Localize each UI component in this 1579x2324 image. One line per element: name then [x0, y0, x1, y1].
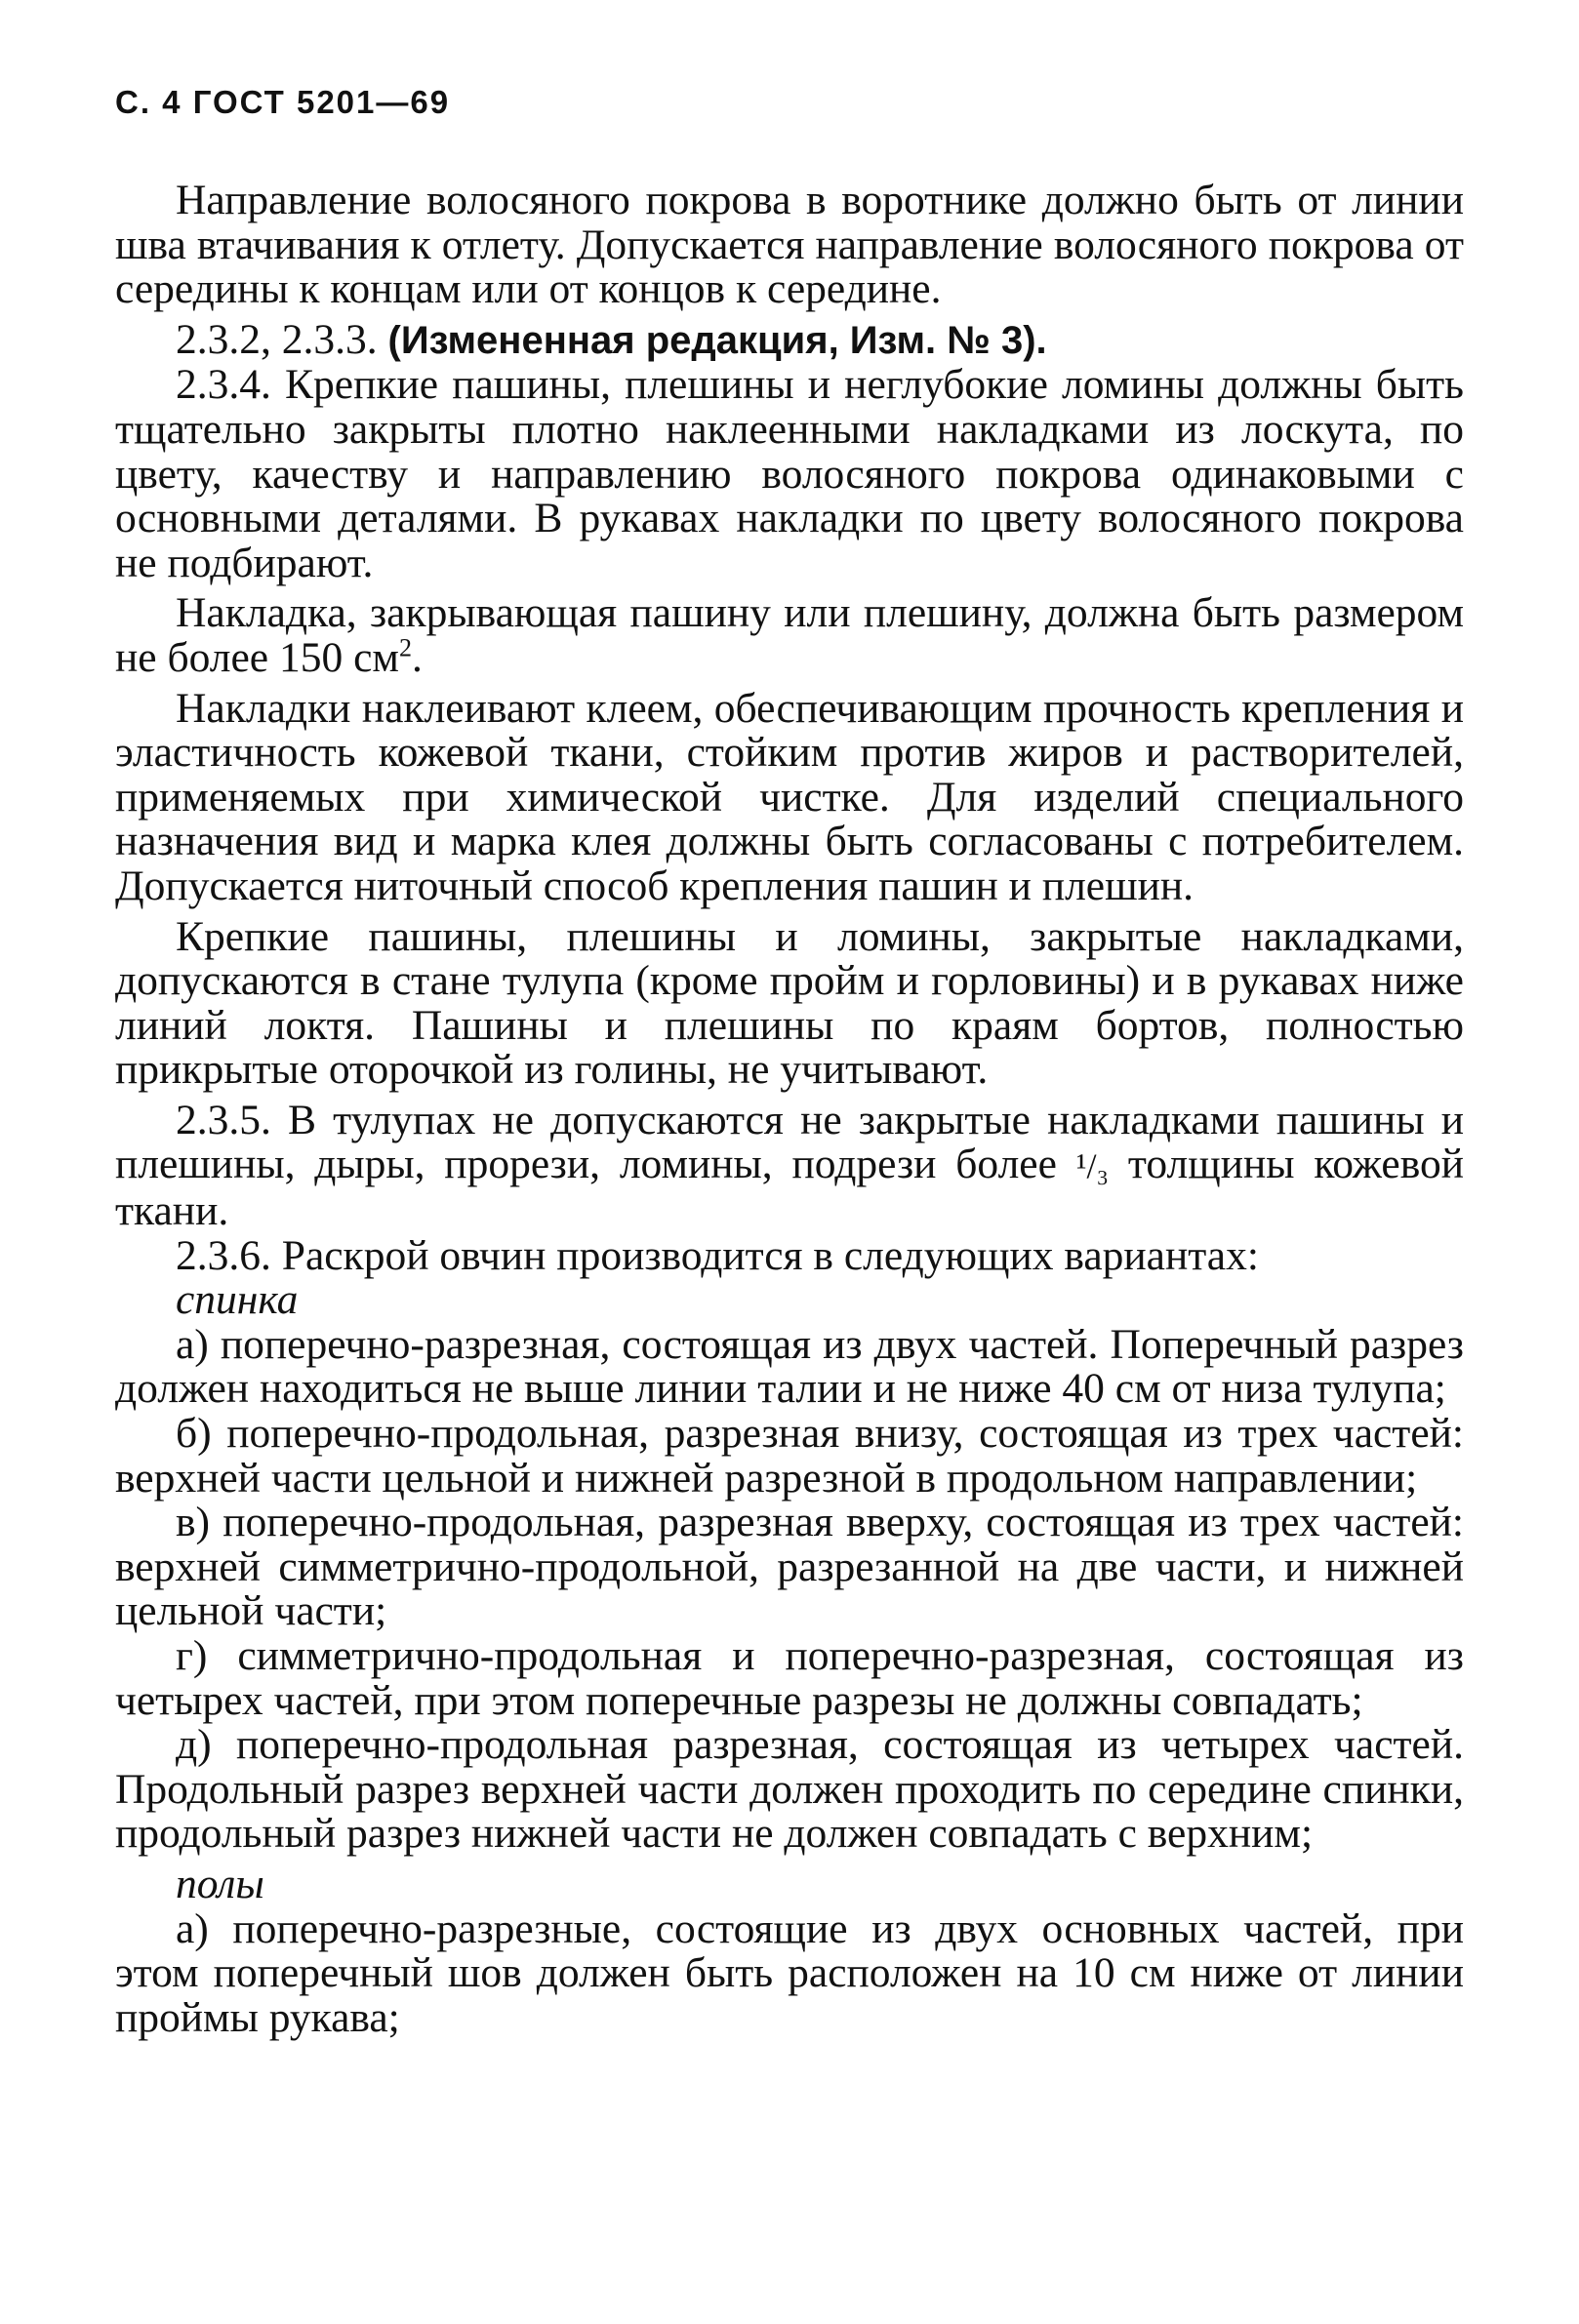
clause-numbers: 2.3.2, 2.3.3. [176, 315, 388, 363]
page-header: С. 4 ГОСТ 5201—69 [115, 84, 451, 120]
paragraph-2-3-6: 2.3.6. Раскрой овчин производится в следующих вариантах: [176, 1231, 1259, 1279]
list-item-back-v: в) поперечно-продольная, разрезная вверху, состоящая из трех частей: верхней симметрично-продольной, разрезанной на две части, и нижней цельной части; [115, 1499, 1464, 1635]
patch-size-end: . [411, 633, 423, 681]
amendment-note: (Измененная редакция, Изм. № 3). [387, 318, 1047, 362]
paragraph-2-3-4: 2.3.4. Крепкие пашины, плешины и неглубокие ломины должны быть тщательно закрыты плотно наклеенными накладками из лоскута, по цвету, качеству и направлению волосяного покрова одинаковыми с основными деталями. В рукавах накладки по цвету волосяного покрова не подбирают. [115, 361, 1464, 586]
paragraph-patch-size [115, 591, 1464, 680]
paragraph-allowed-defects: Крепкие пашины, плешины и ломины, закрытые накладками, допускаются в стане тулупа (кроме пройм и горловины) и в рукавах ниже линий локтя. Пашины и плешины по краям бортов, полностью прикрытые оторочкой из голины, не учитывают. [115, 912, 1464, 1094]
paragraph-collar-direction: Направление волосяного покрова в воротнике должно быть от линии шва втачивания к отлету. Допускается направление волосяного покрова от середины к концам или от концов к середине. [115, 177, 1464, 313]
list-item-back-a: а) поперечно-разрезная, состоящая из двух частей. Поперечный разрез должен находиться не выше линии талии и не ниже 40 см от низа тулупа; [115, 1320, 1464, 1413]
fraction-one-third: ¹/₃ [1075, 1146, 1110, 1186]
clause-2-3-5-end: толщины кожевой ткани. [115, 1141, 1464, 1235]
subheading-back: спинка [176, 1276, 299, 1324]
patch-size-text: Накладка, закрывающая пашину или плешину, должна быть размером не более 150 см [115, 589, 1464, 681]
paragraph-2-3-5 [115, 1096, 1464, 1235]
list-item-back-g: г) симметрично-продольная и поперечно-разрезная, состоящая из четырех частей, при этом поперечные разрезы не должны совпадать; [115, 1632, 1464, 1724]
paragraph-amendment [115, 315, 1464, 364]
document-body [115, 179, 1464, 2040]
paragraph-glue: Накладки наклеивают клеем, обеспечивающим прочность крепления и эластичность кожевой ткани, стойким против жиров и растворителей, применяемых при химической чистке. Для изделий специального назначения вид и марка клея должны быть согласованы с потребителем. Допускается ниточный способ крепления пашин и плешин. [115, 684, 1464, 909]
subheading-fronts: полы [176, 1860, 264, 1907]
list-item-back-d: д) поперечно-продольная разрезная, состоящая из четырех частей. Продольный разрез верхней части должен проходить по середине спинки, продольный разрез нижней части не должен совпадать с верхним; [115, 1721, 1464, 1858]
clause-2-3-5-text: 2.3.5. В тулупах не допускаются не закрытые накладками пашины и плешины, дыры, прорези, ломины, подрези более [115, 1096, 1464, 1188]
list-item-fronts-a: а) поперечно-разрезные, состоящие из двух основных частей, при этом поперечный шов должен быть расположен на 10 см ниже от линии проймы рукава; [115, 1904, 1464, 2041]
superscript-2: 2 [398, 633, 412, 662]
list-item-back-b: б) поперечно-продольная, разрезная внизу, состоящая из трех частей: верхней части цельной и нижней разрезной в продольном направлении; [115, 1410, 1464, 1502]
